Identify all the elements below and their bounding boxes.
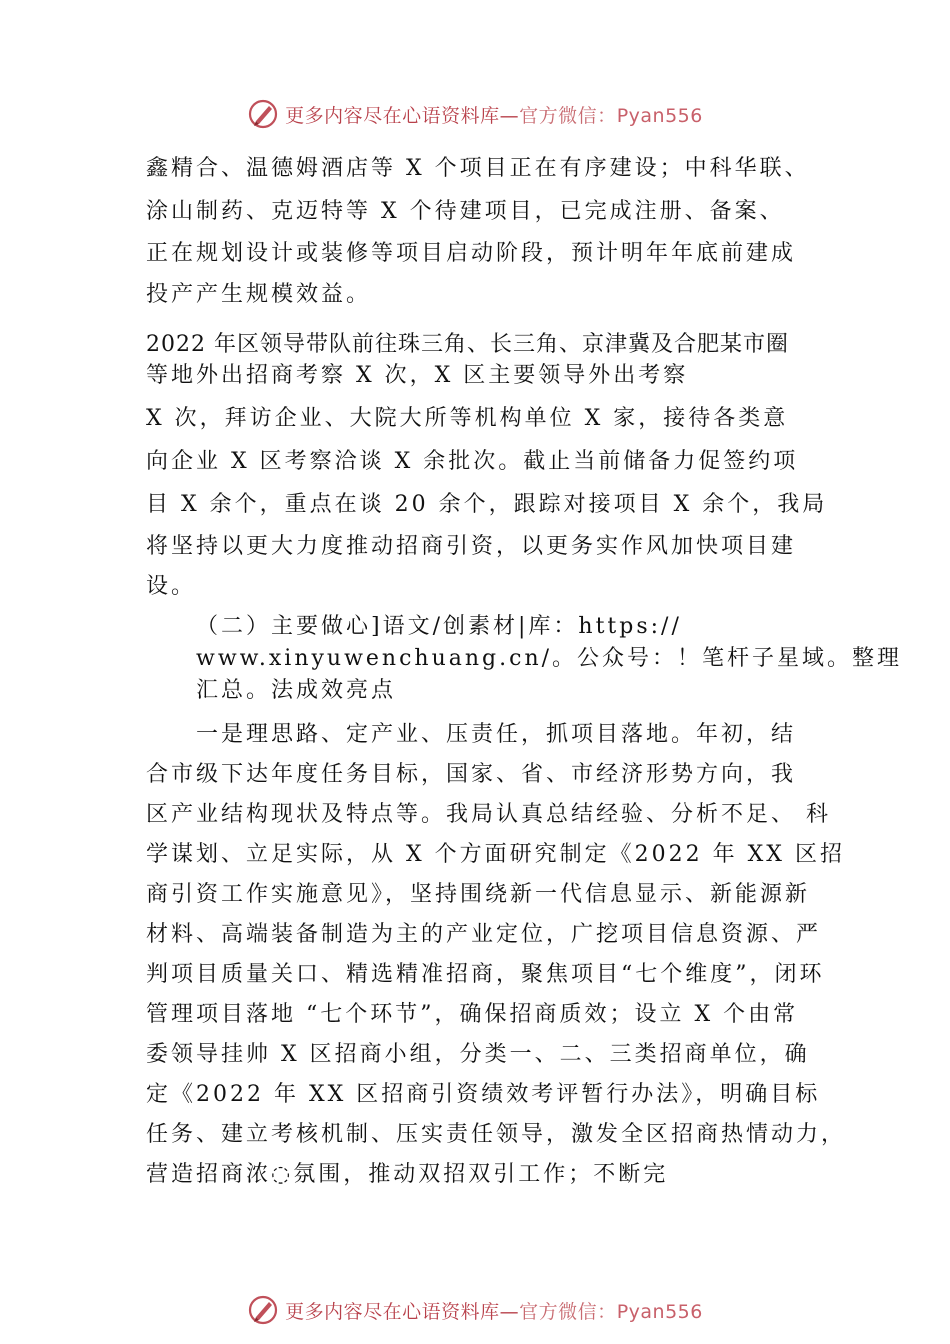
watermark-wechat-label: 官方微信：	[519, 104, 617, 127]
footer-watermark-banner	[0, 1290, 950, 1330]
watermark-main: 更多内容尽在心语资料库—	[285, 1300, 520, 1323]
body-line: 营造招商浓◌氛围，推动双招双引工作；不断完	[146, 1162, 669, 1187]
body-line: 管理项目落地 “七个环节”，确保招商质效；设立 X 个由常	[146, 1002, 799, 1027]
body-line: 涂山制药、克迈特等 X 个待建项目，已完成注册、备案、	[146, 199, 785, 224]
watermark-wechat-id: Pyan556	[616, 104, 703, 127]
section-heading-line: 汇总。法成效亮点	[196, 678, 397, 703]
body-line: 区产业结构现状及特点等。我局认真总结经验、分析不足、 科	[146, 802, 831, 827]
body-line: 目 X 余个，重点在谈 20 余个，跟踪对接项目 X 余个，我局	[146, 492, 828, 517]
header-watermark-banner	[0, 94, 950, 134]
body-line: 等地外出招商考察 X 次，X 区主要领导外出考察	[146, 363, 689, 388]
watermark-main: 更多内容尽在心语资料库—	[285, 104, 520, 127]
body-line: 任务、建立考核机制、压实责任领导，激发全区招商热情动力，	[146, 1122, 847, 1147]
body-line: 投产产生规模效益。	[146, 282, 372, 307]
body-line: 将坚持以更大力度推动招商引资，以更务实作风加快项目建	[146, 534, 797, 559]
pen-logo-icon	[247, 1294, 279, 1326]
body-line: 委领导挂帅 X 区招商小组，分类一、二、三类招商单位，确	[146, 1042, 810, 1067]
section-heading-line: （二）主要做心]语文/创素材|库：https://	[196, 614, 682, 639]
watermark-text	[285, 1297, 703, 1324]
body-line: 判项目质量关口、精选精准招商，聚焦项目“七个维度”，闭环	[146, 962, 825, 987]
body-line: 鑫精合、温德姆酒店等 X 个项目正在有序建设；中科华联、	[146, 156, 810, 181]
watermark-text	[285, 101, 703, 128]
watermark-wechat-id: Pyan556	[616, 1300, 703, 1323]
body-line: 学谋划、立足实际，从 X 个方面研究制定《2022 年 XX 区招	[146, 842, 845, 867]
body-line: 向企业 X 区考察洽谈 X 余批次。截止当前储备力促签约项	[146, 449, 799, 474]
body-line: 2022 年区领导带队前往珠三角、长三角、京津冀及合肥某市圈	[146, 332, 789, 357]
body-line: 定《2022 年 XX 区招商引资绩效考评暂行办法》，明确目标	[146, 1082, 821, 1107]
body-line: 合市级下达年度任务目标，国家、省、市经济形势方向，我	[146, 762, 797, 787]
body-line: 商引资工作实施意见》，坚持围绕新一代信息显示、新能源新	[146, 882, 811, 907]
body-line: 一是理思路、定产业、压责任，抓项目落地。年初，结	[196, 722, 797, 747]
section-heading-line: www.xinyuwenchuang.cn/。公众号：！笔杆子星域。整理	[196, 646, 903, 671]
body-line: X 次，拜访企业、大院大所等机构单位 X 家，接待各类意	[146, 406, 789, 431]
body-line: 设。	[146, 574, 197, 599]
watermark-wechat-label: 官方微信：	[519, 1300, 617, 1323]
body-line: 正在规划设计或装修等项目启动阶段，预计明年年底前建成	[146, 241, 797, 266]
pen-logo-icon	[247, 98, 279, 130]
body-line: 材料、高端装备制造为主的产业定位，广挖项目信息资源、严	[146, 922, 822, 947]
